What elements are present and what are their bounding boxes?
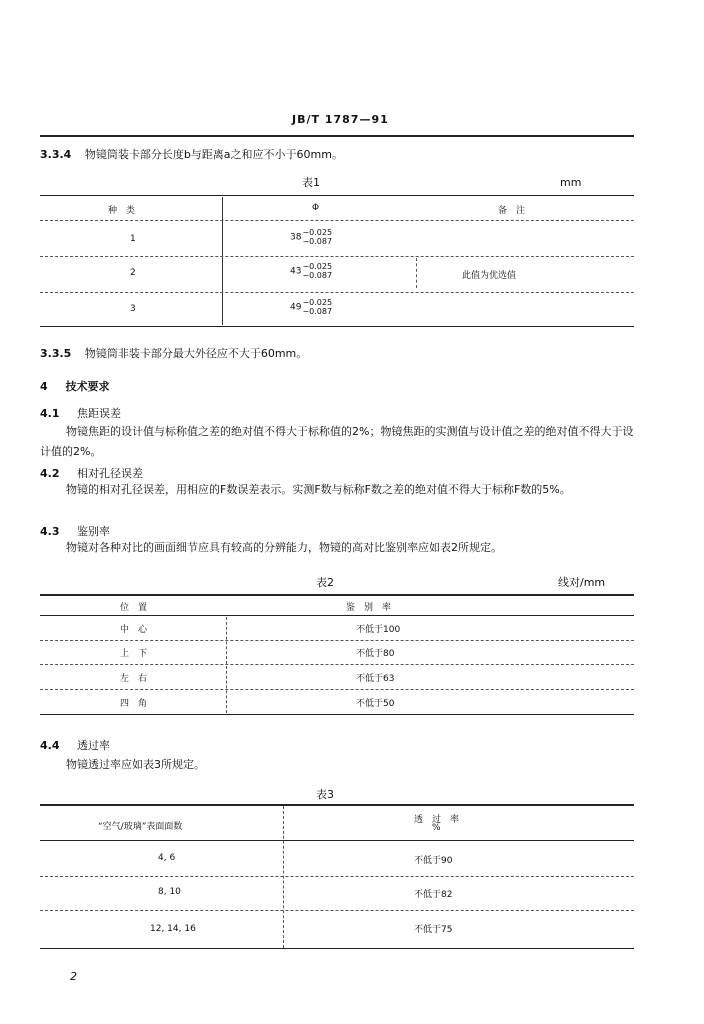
table1-header-diameter: Φ	[312, 203, 320, 213]
section-title: 技术要求	[65, 380, 110, 393]
clause-number: 4.2	[40, 467, 60, 480]
clause-4-2-heading	[40, 465, 143, 481]
table1-unit: mm	[560, 176, 582, 189]
clause-title: 透过率	[77, 739, 110, 752]
clause-number: 4.3	[40, 525, 60, 538]
table2-row4-value: 不低于50	[356, 699, 395, 709]
table3-row-rule	[40, 910, 634, 911]
table1-bottom-rule	[40, 326, 634, 327]
table1-row3-diameter	[290, 298, 332, 316]
diameter-upper: −0.025	[302, 298, 333, 307]
table2-row1-position: 中 心	[120, 625, 148, 635]
diameter-upper: −0.025	[302, 228, 333, 237]
table3-header-surfaces: “空气/玻璃”表面面数	[98, 822, 183, 832]
clause-4-3-heading	[40, 523, 110, 539]
clause-title: 相对孔径误差	[77, 467, 143, 480]
table1-title: 表1	[302, 176, 320, 189]
table2-header-position: 位 置	[120, 603, 148, 613]
table2-row4-position: 四 角	[120, 699, 148, 709]
section-4-heading	[40, 378, 110, 394]
table1-row1-diameter	[290, 228, 332, 246]
table1-row2-note: 此值为优选值	[462, 271, 517, 281]
table2-top-rule	[40, 594, 634, 596]
clause-4-1-heading	[40, 405, 121, 421]
clause-number: 3.3.5	[40, 347, 72, 360]
table3-top-rule	[40, 804, 634, 806]
diameter-base: 38	[290, 232, 302, 243]
table3-row3-surfaces: 12, 14, 16	[150, 924, 196, 934]
standard-number: JB/T 1787—91	[292, 113, 389, 126]
table2-row-rule	[40, 640, 634, 641]
diameter-base: 43	[290, 266, 302, 277]
table2-header-rule	[40, 615, 634, 616]
table1-col-divider	[222, 197, 223, 325]
clause-4-2-body: 物镜的相对孔径误差，用相应的F数误差表示。实测F数与标称F数之差的绝对值不得大于标称F数的5%。	[66, 483, 571, 496]
section-number: 4	[40, 380, 48, 393]
table3-row2-surfaces: 8, 10	[158, 887, 181, 897]
diameter-lower: −0.087	[302, 307, 333, 316]
table3-bottom-rule	[40, 948, 634, 949]
table3-row1-surfaces: 4, 6	[158, 853, 176, 863]
clause-4-3-body: 物镜对各种对比的画面细节应具有较高的分辨能力，物镜的高对比鉴别率应如表2所规定。	[66, 541, 502, 554]
diameter-upper: −0.025	[302, 262, 333, 271]
table2-row-rule	[40, 664, 634, 665]
diameter-lower: −0.087	[302, 237, 333, 246]
clause-4-1-body: 物镜焦距的设计值与标称值之差的绝对值不得大于标称值的2%；物镜焦距的实测值与设计值之差的绝对值不得大于设计值的2%。	[40, 425, 634, 458]
table3-header-rule	[40, 840, 634, 841]
table1-header-type: 种 类	[108, 206, 136, 216]
table2-row1-value: 不低于100	[356, 625, 401, 635]
diameter-lower: −0.087	[302, 271, 333, 280]
table3-title: 表3	[316, 788, 334, 801]
table3-row1-value: 不低于90	[414, 856, 453, 866]
clause-title: 焦距误差	[77, 407, 121, 420]
table3-col-divider	[283, 806, 284, 948]
clause-3-3-4	[40, 146, 343, 162]
table2-unit: 线对/mm	[558, 576, 606, 589]
table2-col-divider	[226, 617, 227, 713]
table2-row3-position: 左 右	[120, 674, 148, 684]
table2-row-rule	[40, 689, 634, 690]
table2-row2-value: 不低于80	[356, 649, 395, 659]
diameter-base: 49	[290, 302, 302, 313]
clause-4-4-body: 物镜透过率应如表3所规定。	[66, 758, 205, 771]
table3-row3-value: 不低于75	[414, 925, 453, 935]
table1-row2-type: 2	[130, 268, 136, 278]
table3-row2-value: 不低于82	[414, 890, 453, 900]
clause-number: 4.4	[40, 739, 60, 752]
clause-4-4-heading	[40, 737, 110, 753]
clause-text: 物镜筒非装卡部分最大外径应不大于60mm。	[84, 347, 308, 360]
clause-3-3-5	[40, 345, 307, 361]
clause-title: 鉴别率	[77, 525, 110, 538]
table1-row-rule	[40, 292, 634, 293]
table2-bottom-rule	[40, 714, 634, 715]
table2-row2-position: 上 下	[120, 649, 148, 659]
table1-row3-type: 3	[130, 304, 136, 314]
table2-title: 表2	[316, 576, 334, 589]
table1-row2-diameter	[290, 262, 332, 280]
table2-header-resolution: 鉴 别 率	[346, 603, 392, 613]
table1-top-rule	[40, 195, 634, 196]
clause-text: 物镜筒装卡部分长度b与距离a之和应不小于60mm。	[84, 148, 343, 161]
table2-row3-value: 不低于63	[356, 674, 395, 684]
clause-number: 4.1	[40, 407, 60, 420]
header-rule	[40, 135, 634, 137]
table1-row-rule	[40, 256, 634, 257]
page-number: 2	[70, 970, 77, 983]
clause-number: 3.3.4	[40, 148, 72, 161]
table3-row-rule	[40, 876, 634, 877]
table1-row1-type: 1	[130, 234, 136, 244]
table3-header-transmittance: 透 过 率	[414, 815, 460, 825]
table3-header-unit: %	[432, 823, 441, 833]
table1-header-rule	[40, 220, 634, 221]
table1-col-divider-2	[416, 258, 417, 288]
table1-header-note: 备 注	[498, 206, 526, 216]
